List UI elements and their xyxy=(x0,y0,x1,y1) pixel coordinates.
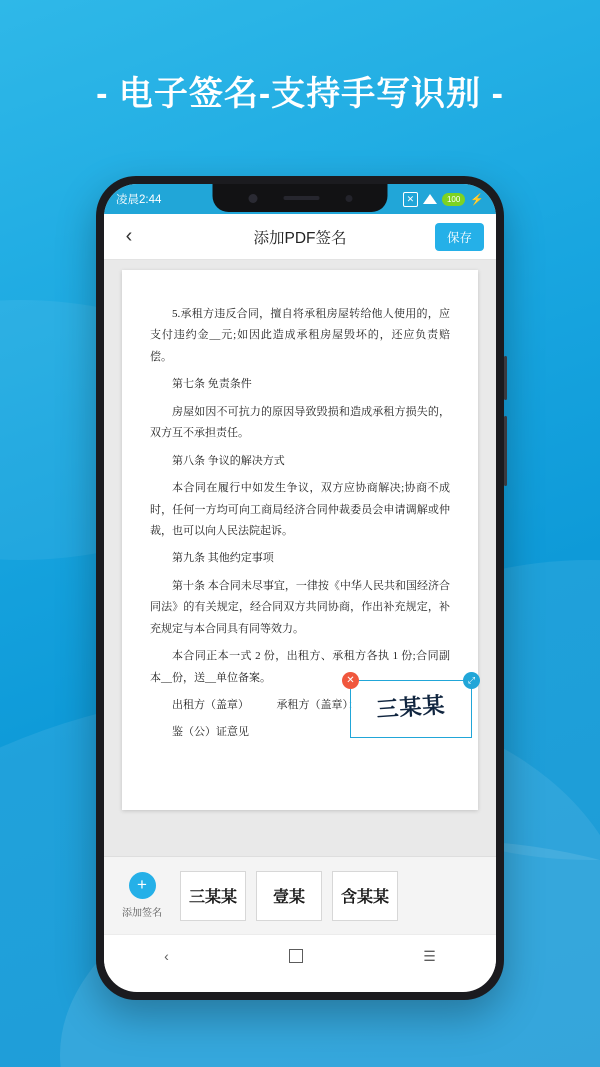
app-bar-title: 添加PDF签名 xyxy=(253,229,347,247)
phone-side-button xyxy=(504,416,507,486)
add-signature-label: 添加签名 xyxy=(122,908,162,919)
phone-screen xyxy=(104,184,496,992)
sensor-icon xyxy=(345,195,352,202)
signature-thumbnail[interactable]: 含某某 xyxy=(332,871,398,921)
page-title: - 电子签名-支持手写识别 - xyxy=(96,75,504,113)
nav-home-button[interactable] xyxy=(289,949,303,963)
doc-paragraph: 第十条 本合同未尽事宜，一律按《中华人民共和国经济合同法》的有关规定，经合同双方共同协商，作出补充规定，补充规定与本合同具有同等效力。 xyxy=(150,579,450,635)
doc-paragraph: 本合同在履行中如发生争议，双方应协商解决;协商不成时，任何一方均可向工商局经济合同仲裁委员会申请调解或仲裁，也可以向人民法院起诉。 xyxy=(150,482,450,537)
signature-thumbnail[interactable]: 壹某 xyxy=(256,871,322,921)
plus-icon: + xyxy=(129,872,156,899)
doc-heading: 第八条 争议的解决方式 xyxy=(172,454,285,467)
status-indicators xyxy=(403,192,484,207)
phone-side-button xyxy=(504,356,507,400)
signature-overlay[interactable] xyxy=(346,674,476,738)
signature-toolbar xyxy=(104,856,496,934)
front-camera-icon xyxy=(248,194,257,203)
add-signature-button[interactable] xyxy=(114,872,170,919)
phone-mockup xyxy=(96,176,504,1000)
doc-paragraph: 5.承租方违反合同，擅自将承租房屋转给他人使用的，应支付违约金__元;如因此造成承租房屋毁坏的，还应负责赔偿。 xyxy=(150,308,450,363)
page-gap xyxy=(104,816,496,856)
doc-heading: 第九条 其他约定事项 xyxy=(172,552,274,565)
status-bar xyxy=(104,184,496,214)
pdf-page[interactable] xyxy=(122,270,478,810)
charging-icon: ⚡ xyxy=(470,193,484,206)
phone-notch xyxy=(213,184,388,212)
battery-indicator: 100 xyxy=(442,193,465,206)
app-bar xyxy=(104,214,496,260)
mute-icon: ✕ xyxy=(403,192,418,207)
earpiece-speaker xyxy=(283,196,319,200)
doc-paragraph: 房屋如因不可抗力的原因导致毁损和造成承租方损失的，双方互不承担责任。 xyxy=(150,405,450,440)
doc-heading: 第七条 免责条件 xyxy=(172,378,252,391)
document-viewer[interactable] xyxy=(104,260,496,856)
system-nav-bar xyxy=(104,934,496,977)
save-button[interactable]: 保存 xyxy=(435,223,484,251)
doc-paragraph: 本合同正本一式 2 份，出租方、承租方各执 1 份;合同副本__份，送__单位备案。 xyxy=(150,650,450,684)
delete-signature-icon[interactable]: ✕ xyxy=(342,672,359,689)
signature-text: 三某某 xyxy=(375,692,447,723)
wifi-icon xyxy=(423,194,437,204)
signature-thumbnail[interactable]: 三某某 xyxy=(180,871,246,921)
doc-signature-line: 出租方（盖章） 承租方（盖章）： xyxy=(172,699,359,711)
resize-handle-icon[interactable]: ⤢ xyxy=(463,672,480,689)
nav-recents-button[interactable]: ☰ xyxy=(423,947,436,964)
nav-back-button[interactable]: ‹ xyxy=(164,948,169,964)
status-time: 凌晨2:44 xyxy=(116,194,162,206)
back-button[interactable]: ‹ xyxy=(125,225,133,247)
doc-notary-line: 鉴（公）证意见 xyxy=(172,726,249,739)
